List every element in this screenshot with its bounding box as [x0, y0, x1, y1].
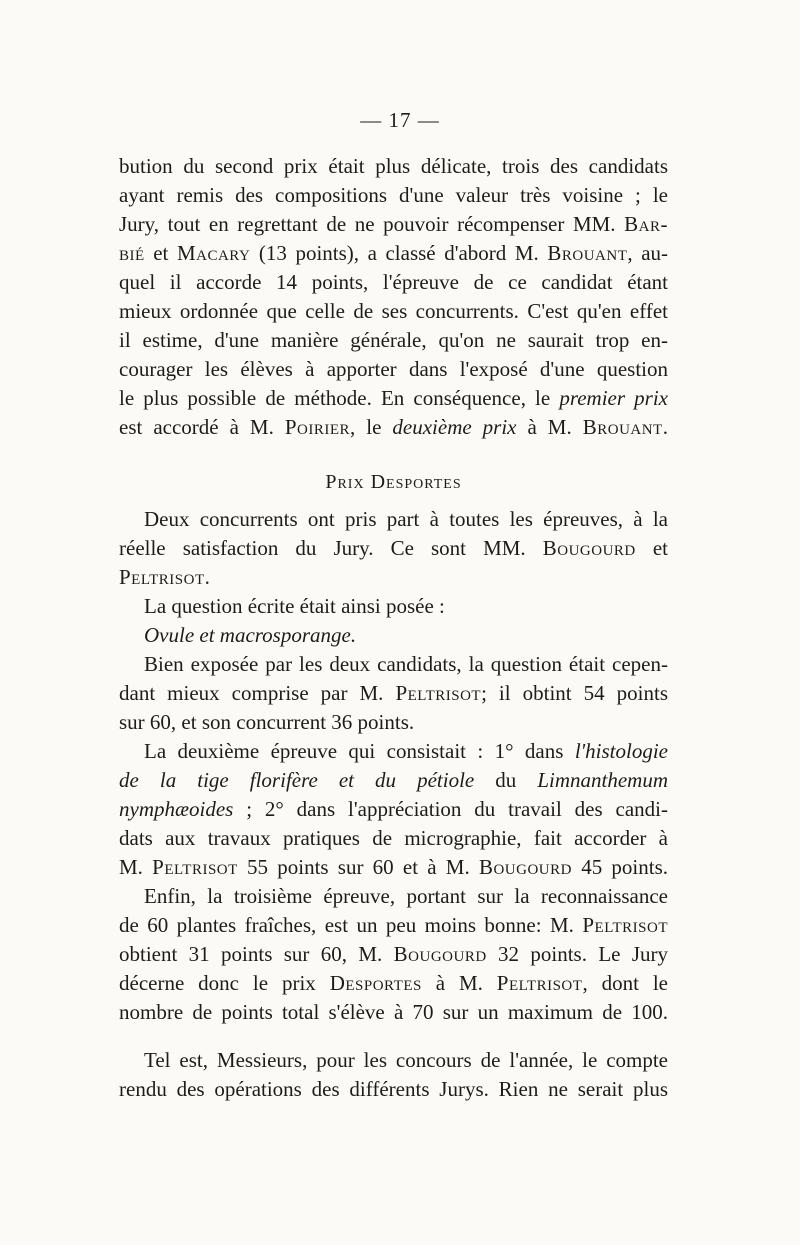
surname-bougourd: Bougourd [542, 536, 636, 560]
surname-peltrisot: Peltrisot [496, 971, 583, 995]
body-text [119, 152, 668, 1104]
text-run: de 60 plantes fraîches, est un peu moins bonne: M. [119, 913, 583, 937]
italic-limnanthemum: Limnanthemum [537, 768, 669, 792]
italic-question-title: Ovule et macrosporange. [144, 623, 357, 647]
text-line: Deux concurrents ont pris part à toutes les épreuves, à la [144, 507, 668, 531]
text-run: ; il obtint 54 points [481, 681, 668, 705]
text-run: Jury, tout en regrettant de ne pouvoir récompenser MM. [119, 212, 625, 236]
text-line: Enfin, la troisième épreuve, portant sur la reconnaissance [144, 884, 668, 908]
page-number: — 17 — [360, 108, 440, 132]
text-line [119, 679, 668, 708]
text-line [119, 384, 668, 413]
text-line [119, 969, 668, 998]
text-run: obtient 31 points sur 60, M. [119, 942, 394, 966]
text-line: courager les élèves à apporter dans l'exposé d'une question [119, 357, 668, 381]
text-line [119, 413, 668, 442]
text-run: . [662, 415, 668, 439]
italic-histologie: l'histologie [574, 739, 668, 763]
text-line: Bien exposée par les deux candidats, la question était cepen- [144, 652, 668, 676]
text-line: nombre de points total s'élève à 70 sur un maximum de 100. [119, 1000, 668, 1024]
text-line [119, 737, 668, 766]
surname-peltrisot: Peltrisot [152, 855, 238, 879]
surname-macary: Macary [176, 241, 251, 265]
text-run: La deuxième épreuve qui consistait : 1° dans [144, 739, 575, 763]
text-line [119, 210, 668, 239]
italic-nymphaeoides: nymphæoides [119, 797, 234, 821]
italic-tige: de la tige florifère et du pétiole [119, 768, 475, 792]
prize-name-desportes: Desportes [329, 971, 422, 995]
text-line [119, 563, 668, 592]
text-line: bution du second prix était plus délicate, trois des candidats [119, 154, 668, 178]
text-line [119, 766, 668, 795]
surname-peltrisot: Peltrisot [582, 913, 668, 937]
surname-brouant: Brouant [547, 241, 628, 265]
text-line [119, 911, 668, 940]
surname-peltrisot: Peltrisot [395, 681, 482, 705]
text-run: 32 points. Le Jury [486, 942, 669, 966]
text-run: du [474, 768, 538, 792]
italic-deuxieme-prix: deuxième prix [392, 415, 517, 439]
text-line [119, 940, 668, 969]
text-line: sur 60, et son concurrent 36 points. [119, 710, 415, 734]
text-line [119, 853, 668, 882]
text-line: il estime, d'une manière générale, qu'on ne saurait trop en- [119, 328, 668, 352]
text-run: 55 points sur 60 et à M. [237, 855, 479, 879]
text-line [119, 795, 668, 824]
text-run: et [144, 241, 177, 265]
text-run: M. [119, 855, 153, 879]
text-run: décerne donc le prix [119, 971, 330, 995]
text-run: réelle satisfaction du Jury. Ce sont MM. [119, 536, 543, 560]
section-heading: Prix Desportes [325, 471, 462, 493]
text-run: et [635, 536, 668, 560]
text-run: dant mieux comprise par M. [119, 681, 396, 705]
paragraph-8 [119, 1046, 668, 1104]
surname-brouant: Brouant [582, 415, 663, 439]
paragraph-7 [119, 882, 668, 1027]
surname-bougourd: Bougourd [393, 942, 487, 966]
paragraph-6 [119, 737, 668, 882]
text-run: le plus possible de méthode. En conséquence, le [119, 386, 560, 410]
surname-peltrisot: Peltrisot [119, 565, 205, 589]
text-run: , dont le [582, 971, 668, 995]
text-line: ayant remis des compositions d'une valeur très voisine ; le [119, 183, 668, 207]
text-run: . [204, 565, 210, 589]
text-run: , le [350, 415, 393, 439]
surname-bougourd: Bougourd [478, 855, 572, 879]
paragraph-1 [119, 152, 668, 442]
text-run: , au- [627, 241, 669, 265]
text-line [119, 534, 668, 563]
text-run: est accordé à M. [119, 415, 285, 439]
paragraph-5 [119, 650, 668, 737]
surname-barbie-end: bié [119, 241, 145, 265]
italic-premier-prix: premier prix [559, 386, 668, 410]
text-line: rendu des opérations des différents Jurys. Rien ne serait plus [119, 1077, 668, 1101]
text-line: dats aux travaux pratiques de micrographie, fait accorder à [119, 826, 668, 850]
text-line [119, 239, 668, 268]
text-run: à M. [516, 415, 583, 439]
text-run: ; 2° dans l'appréciation du travail des candi- [233, 797, 668, 821]
text-line: quel il accorde 14 points, l'épreuve de ce candidat étant [119, 270, 668, 294]
text-line: mieux ordonnée que celle de ses concurrents. C'est qu'en effet [119, 299, 668, 323]
text-line: La question écrite était ainsi posée : [144, 594, 445, 618]
surname-poirier: Poirier [284, 415, 350, 439]
text-line: Tel est, Messieurs, pour les concours de l'année, le compte [144, 1048, 668, 1072]
text-run: 45 points. [571, 855, 668, 879]
surname-barbie: Bar- [624, 212, 668, 236]
text-run: à M. [421, 971, 497, 995]
text-run: (13 points), a classé d'abord M. [250, 241, 548, 265]
paragraph-2 [119, 505, 668, 592]
